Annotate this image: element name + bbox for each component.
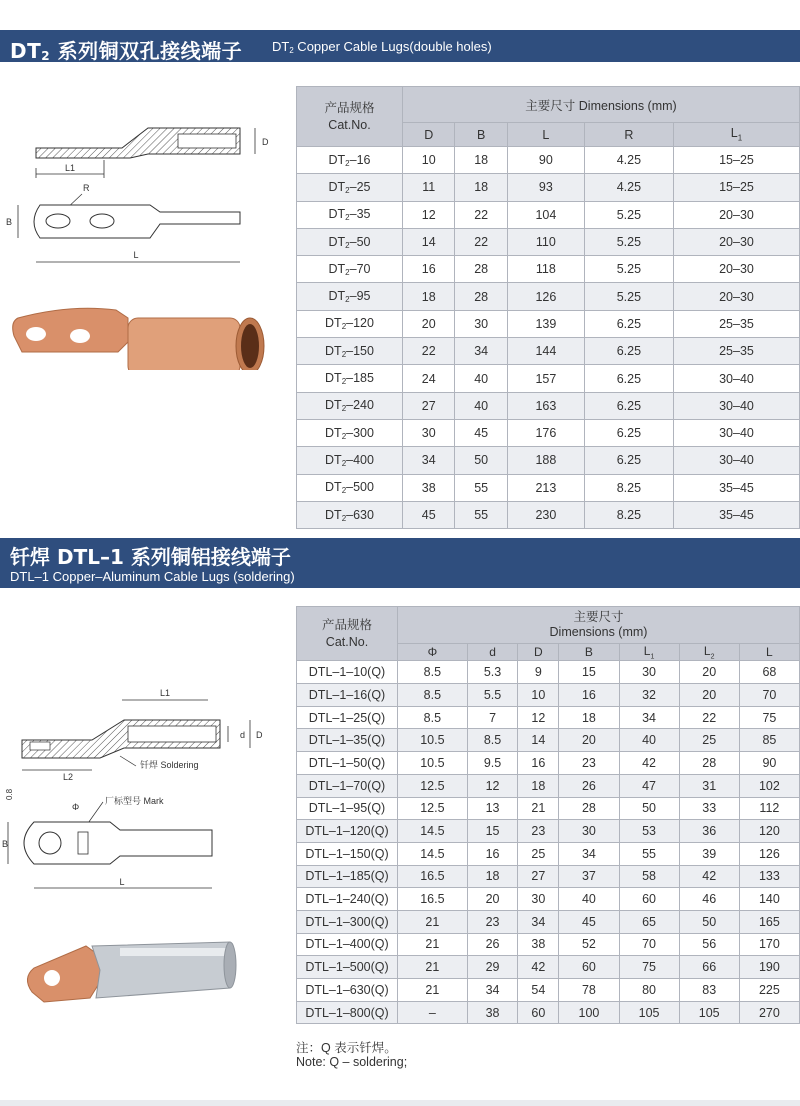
table-row xyxy=(297,842,800,865)
cell-model: DTL–1–185(Q) xyxy=(297,865,398,888)
cell-model: DTL–1–300(Q) xyxy=(297,910,398,933)
table-header-cat: 产品规格 Cat.No. xyxy=(297,87,403,147)
cell-value: 54 xyxy=(518,979,559,1002)
cell-value: 18 xyxy=(559,706,619,729)
cell-value: 80 xyxy=(619,979,679,1002)
cell-value: 14.5 xyxy=(398,842,468,865)
svg-text:B: B xyxy=(6,217,13,227)
cell-r: 6.25 xyxy=(584,310,673,337)
cell-value: 28 xyxy=(559,797,619,820)
col-header: L xyxy=(739,644,799,661)
cell-r: 6.25 xyxy=(584,338,673,365)
table-header-cat: 产品规格 Cat.No. xyxy=(297,607,398,661)
cell-value: 16 xyxy=(518,752,559,775)
col-header: Φ xyxy=(398,644,468,661)
cell-value: 70 xyxy=(619,933,679,956)
col-header: D xyxy=(403,123,455,147)
cell-value: 75 xyxy=(619,956,679,979)
cell-value: 102 xyxy=(739,774,799,797)
cell-value: 8.5 xyxy=(398,684,468,707)
cell-value: 27 xyxy=(518,865,559,888)
cell-value: 36 xyxy=(679,820,739,843)
cell-value: 60 xyxy=(559,956,619,979)
cell-value: 70 xyxy=(739,684,799,707)
cell-value: 34 xyxy=(619,706,679,729)
cell-value: 20 xyxy=(679,661,739,684)
cell-value: 10 xyxy=(518,684,559,707)
table-row xyxy=(297,283,800,310)
cell-d: 12 xyxy=(403,201,455,228)
cell-value: 37 xyxy=(559,865,619,888)
table-header-dimensions: 主要尺寸 Dimensions (mm) xyxy=(403,87,800,123)
cell-d: 14 xyxy=(403,228,455,255)
cell-r: 6.25 xyxy=(584,392,673,419)
cell-model: DT2–70 xyxy=(297,256,403,283)
cell-value: 45 xyxy=(559,910,619,933)
cell-value: 13 xyxy=(467,797,518,820)
cell-l1: 20–30 xyxy=(674,201,800,228)
cell-b: 28 xyxy=(455,283,507,310)
svg-text:B: B xyxy=(2,839,9,849)
cell-r: 8.25 xyxy=(584,501,673,528)
cell-d: 16 xyxy=(403,256,455,283)
cell-value: 7 xyxy=(467,706,518,729)
table-row xyxy=(297,338,800,365)
cell-value: 47 xyxy=(619,774,679,797)
dtl1-spec-table xyxy=(296,606,800,1024)
cell-l: 110 xyxy=(507,228,584,255)
col-header: d xyxy=(467,644,518,661)
cell-value: 140 xyxy=(739,888,799,911)
cell-value: 12.5 xyxy=(398,774,468,797)
cell-value: 15 xyxy=(559,661,619,684)
cell-value: 18 xyxy=(467,865,518,888)
cell-value: 78 xyxy=(559,979,619,1002)
cell-b: 45 xyxy=(455,419,507,446)
note-zh: 注：Q 表示钎焊。 xyxy=(296,1041,397,1055)
svg-text:d: d xyxy=(240,730,246,740)
table-row xyxy=(297,910,800,933)
cell-l1: 15–25 xyxy=(674,174,800,201)
cell-value: 9 xyxy=(518,661,559,684)
cell-b: 22 xyxy=(455,201,507,228)
col-header: $L_2$ xyxy=(679,644,739,661)
cell-value: 65 xyxy=(619,910,679,933)
cell-model: DTL–1–120(Q) xyxy=(297,820,398,843)
svg-text:L1: L1 xyxy=(64,163,76,173)
cell-b: 22 xyxy=(455,228,507,255)
cell-value: 8.5 xyxy=(467,729,518,752)
cell-model: DT2–500 xyxy=(297,474,403,501)
cell-value: 20 xyxy=(467,888,518,911)
cell-value: 28 xyxy=(679,752,739,775)
cell-value: 12 xyxy=(467,774,518,797)
table-row xyxy=(297,706,800,729)
cell-d: 20 xyxy=(403,310,455,337)
cell-value: 34 xyxy=(467,979,518,1002)
cell-value: 10.5 xyxy=(398,752,468,775)
cell-model: DT2–150 xyxy=(297,338,403,365)
cell-d: 18 xyxy=(403,283,455,310)
table-row xyxy=(297,797,800,820)
cell-model: DTL–1–70(Q) xyxy=(297,774,398,797)
cell-model: DT2–120 xyxy=(297,310,403,337)
cell-value: 26 xyxy=(559,774,619,797)
cell-value: 8.5 xyxy=(398,661,468,684)
cell-l1: 25–35 xyxy=(674,310,800,337)
cell-l1: 15–25 xyxy=(674,147,800,174)
cell-value: 12.5 xyxy=(398,797,468,820)
cell-l1: 20–30 xyxy=(674,256,800,283)
cell-r: 5.25 xyxy=(584,256,673,283)
cell-value: 26 xyxy=(467,933,518,956)
cell-value: 105 xyxy=(619,1001,679,1024)
cell-l: 104 xyxy=(507,201,584,228)
svg-text:厂标型号 Mark: 厂标型号 Mark xyxy=(105,796,164,806)
svg-text:钎焊 Soldering: 钎焊 Soldering xyxy=(140,760,199,770)
cell-l1: 30–40 xyxy=(674,447,800,474)
cell-value: 20 xyxy=(679,684,739,707)
cell-value: 50 xyxy=(619,797,679,820)
cell-value: 40 xyxy=(559,888,619,911)
cell-b: 18 xyxy=(455,147,507,174)
cell-b: 18 xyxy=(455,174,507,201)
cell-b: 40 xyxy=(455,365,507,392)
table-row xyxy=(297,752,800,775)
cell-r: 6.25 xyxy=(584,419,673,446)
cell-value: 42 xyxy=(619,752,679,775)
cell-b: 55 xyxy=(455,501,507,528)
cell-r: 8.25 xyxy=(584,474,673,501)
table-row xyxy=(297,865,800,888)
table-row xyxy=(297,1001,800,1024)
cell-value: 53 xyxy=(619,820,679,843)
cell-value: 34 xyxy=(518,910,559,933)
cell-value: 16 xyxy=(559,684,619,707)
cell-b: 30 xyxy=(455,310,507,337)
cell-value: 23 xyxy=(518,820,559,843)
table-row xyxy=(297,774,800,797)
svg-text:D: D xyxy=(262,137,269,147)
section1-title-en: $DT_2$ Copper Cable Lugs(double holes) xyxy=(272,39,492,55)
cell-b: 50 xyxy=(455,447,507,474)
col-header: $L_1$ xyxy=(674,123,800,147)
cell-value: 21 xyxy=(398,956,468,979)
svg-text:0.8: 0.8 xyxy=(5,788,14,800)
cell-value: 126 xyxy=(739,842,799,865)
table-row xyxy=(297,501,800,528)
cell-value: 31 xyxy=(679,774,739,797)
cell-r: 4.25 xyxy=(584,174,673,201)
col-header: $L_1$ xyxy=(619,644,679,661)
cell-value: 14 xyxy=(518,729,559,752)
cell-value: 14.5 xyxy=(398,820,468,843)
svg-text:Φ: Φ xyxy=(72,802,80,812)
cell-value: 55 xyxy=(619,842,679,865)
cell-value: 50 xyxy=(679,910,739,933)
cell-l1: 20–30 xyxy=(674,228,800,255)
cell-value: 40 xyxy=(619,729,679,752)
cell-l1: 30–40 xyxy=(674,392,800,419)
cell-d: 27 xyxy=(403,392,455,419)
col-header: D xyxy=(518,644,559,661)
cell-d: 11 xyxy=(403,174,455,201)
cell-l1: 35–45 xyxy=(674,501,800,528)
cell-value: 38 xyxy=(518,933,559,956)
cell-value: 16.5 xyxy=(398,865,468,888)
cell-r: 4.25 xyxy=(584,147,673,174)
cell-value: 29 xyxy=(467,956,518,979)
table-row xyxy=(297,256,800,283)
cell-l: 163 xyxy=(507,392,584,419)
cell-l: 126 xyxy=(507,283,584,310)
cell-model: DTL–1–10(Q) xyxy=(297,661,398,684)
table-row xyxy=(297,447,800,474)
cell-model: DTL–1–500(Q) xyxy=(297,956,398,979)
table-row xyxy=(297,174,800,201)
cell-value: 83 xyxy=(679,979,739,1002)
cell-value: 52 xyxy=(559,933,619,956)
cell-value: 68 xyxy=(739,661,799,684)
cell-value: 21 xyxy=(398,979,468,1002)
cell-value: 170 xyxy=(739,933,799,956)
cell-r: 6.25 xyxy=(584,365,673,392)
cell-model: DTL–1–35(Q) xyxy=(297,729,398,752)
cell-b: 34 xyxy=(455,338,507,365)
cell-model: DT2–16 xyxy=(297,147,403,174)
cell-b: 28 xyxy=(455,256,507,283)
cell-value: 105 xyxy=(679,1001,739,1024)
cell-d: 45 xyxy=(403,501,455,528)
cell-value: 66 xyxy=(679,956,739,979)
cell-b: 55 xyxy=(455,474,507,501)
section2-title: 钎焊 DTL–1 系列铜铝接线端子 xyxy=(10,545,291,569)
cell-value: 20 xyxy=(559,729,619,752)
cell-model: DT2–185 xyxy=(297,365,403,392)
cell-value: 5.3 xyxy=(467,661,518,684)
cell-l: 230 xyxy=(507,501,584,528)
cell-value: 18 xyxy=(518,774,559,797)
cell-value: 33 xyxy=(679,797,739,820)
cell-b: 40 xyxy=(455,392,507,419)
cell-value: 225 xyxy=(739,979,799,1002)
cell-model: DT2–95 xyxy=(297,283,403,310)
cell-value: 15 xyxy=(467,820,518,843)
cell-l: 139 xyxy=(507,310,584,337)
section2-title-en: DTL–1 Copper–Aluminum Cable Lugs (soldering) xyxy=(10,569,295,584)
cell-model: DTL–1–150(Q) xyxy=(297,842,398,865)
table-row xyxy=(297,147,800,174)
cell-value: 30 xyxy=(518,888,559,911)
cell-d: 22 xyxy=(403,338,455,365)
svg-text:D: D xyxy=(256,730,263,740)
svg-text:L: L xyxy=(133,250,139,260)
cell-model: DT2–300 xyxy=(297,419,403,446)
cell-d: 10 xyxy=(403,147,455,174)
section1-title-bar xyxy=(0,30,800,62)
cell-l: 157 xyxy=(507,365,584,392)
cell-value: 9.5 xyxy=(467,752,518,775)
cell-value: 30 xyxy=(559,820,619,843)
cell-r: 5.25 xyxy=(584,228,673,255)
table-row xyxy=(297,888,800,911)
cell-l: 93 xyxy=(507,174,584,201)
cell-value: 85 xyxy=(739,729,799,752)
cell-model: DTL–1–240(Q) xyxy=(297,888,398,911)
page-bottom-rule xyxy=(0,1100,800,1106)
cell-value: 58 xyxy=(619,865,679,888)
cell-value: 30 xyxy=(619,661,679,684)
cell-value: 42 xyxy=(679,865,739,888)
cell-value: 5.5 xyxy=(467,684,518,707)
cell-model: DTL–1–95(Q) xyxy=(297,797,398,820)
cell-value: 112 xyxy=(739,797,799,820)
cell-l: 176 xyxy=(507,419,584,446)
cell-value: 56 xyxy=(679,933,739,956)
cell-value: 42 xyxy=(518,956,559,979)
cell-value: 22 xyxy=(679,706,739,729)
table-row xyxy=(297,979,800,1002)
cell-model: DT2–400 xyxy=(297,447,403,474)
cell-d: 24 xyxy=(403,365,455,392)
col-header: R xyxy=(584,123,673,147)
table-row xyxy=(297,820,800,843)
cell-value: 34 xyxy=(559,842,619,865)
cell-l: 118 xyxy=(507,256,584,283)
cell-r: 5.25 xyxy=(584,201,673,228)
cell-l1: 30–40 xyxy=(674,419,800,446)
col-header: B xyxy=(455,123,507,147)
section1-title: $DT_2$ 系列铜双孔接线端子 xyxy=(10,39,243,63)
cell-model: DTL–1–25(Q) xyxy=(297,706,398,729)
table-row xyxy=(297,661,800,684)
cell-model: DTL–1–16(Q) xyxy=(297,684,398,707)
table-header-dimensions: 主要尺寸 Dimensions (mm) xyxy=(398,607,800,644)
cell-value: 12 xyxy=(518,706,559,729)
cell-model: DTL–1–400(Q) xyxy=(297,933,398,956)
table-row xyxy=(297,684,800,707)
cell-l1: 25–35 xyxy=(674,338,800,365)
cell-value: 75 xyxy=(739,706,799,729)
dt2-spec-table xyxy=(296,86,800,529)
cell-d: 30 xyxy=(403,419,455,446)
cell-value: 25 xyxy=(518,842,559,865)
table-row xyxy=(297,365,800,392)
table-row xyxy=(297,201,800,228)
cell-value: 21 xyxy=(398,933,468,956)
svg-text:R: R xyxy=(83,183,90,193)
table-row xyxy=(297,228,800,255)
table-row xyxy=(297,392,800,419)
cell-value: 25 xyxy=(679,729,739,752)
cell-l1: 30–40 xyxy=(674,365,800,392)
cell-r: 5.25 xyxy=(584,283,673,310)
cell-l1: 35–45 xyxy=(674,474,800,501)
svg-text:L: L xyxy=(119,877,125,887)
cell-value: 270 xyxy=(739,1001,799,1024)
cell-value: 38 xyxy=(467,1001,518,1024)
table-row xyxy=(297,729,800,752)
cell-d: 34 xyxy=(403,447,455,474)
table-row xyxy=(297,419,800,446)
svg-text:L1: L1 xyxy=(159,688,171,698)
cell-model: DT2–50 xyxy=(297,228,403,255)
table-row xyxy=(297,933,800,956)
cell-value: 60 xyxy=(518,1001,559,1024)
cell-l: 213 xyxy=(507,474,584,501)
cell-value: 32 xyxy=(619,684,679,707)
cell-value: 60 xyxy=(619,888,679,911)
cell-d: 38 xyxy=(403,474,455,501)
cell-model: DTL–1–630(Q) xyxy=(297,979,398,1002)
cell-model: DTL–1–50(Q) xyxy=(297,752,398,775)
cell-model: DT2–35 xyxy=(297,201,403,228)
note-en: Note: Q – soldering; xyxy=(296,1055,408,1069)
cell-model: DTL–1–800(Q) xyxy=(297,1001,398,1024)
svg-text:L2: L2 xyxy=(62,772,74,782)
cell-l: 188 xyxy=(507,447,584,474)
col-header: B xyxy=(559,644,619,661)
dtl1-technical-drawing xyxy=(0,590,290,1030)
cell-model: DT2–630 xyxy=(297,501,403,528)
cell-value: 8.5 xyxy=(398,706,468,729)
cell-value: 133 xyxy=(739,865,799,888)
cell-l: 90 xyxy=(507,147,584,174)
cell-value: 100 xyxy=(559,1001,619,1024)
col-header: L xyxy=(507,123,584,147)
cell-value: 90 xyxy=(739,752,799,775)
dt2-technical-drawing xyxy=(0,90,280,370)
table-row xyxy=(297,474,800,501)
cell-value: 16.5 xyxy=(398,888,468,911)
cell-value: 23 xyxy=(559,752,619,775)
cell-value: 21 xyxy=(518,797,559,820)
cell-model: DT2–25 xyxy=(297,174,403,201)
cell-l: 144 xyxy=(507,338,584,365)
cell-value: 39 xyxy=(679,842,739,865)
section2-title-bar xyxy=(0,538,800,588)
cell-value: 23 xyxy=(467,910,518,933)
cell-l1: 20–30 xyxy=(674,283,800,310)
cell-value: – xyxy=(398,1001,468,1024)
cell-value: 21 xyxy=(398,910,468,933)
cell-value: 165 xyxy=(739,910,799,933)
cell-value: 46 xyxy=(679,888,739,911)
cell-value: 120 xyxy=(739,820,799,843)
table-row xyxy=(297,956,800,979)
cell-value: 10.5 xyxy=(398,729,468,752)
cell-r: 6.25 xyxy=(584,447,673,474)
cell-value: 16 xyxy=(467,842,518,865)
cell-model: DT2–240 xyxy=(297,392,403,419)
cell-value: 190 xyxy=(739,956,799,979)
table-row xyxy=(297,310,800,337)
